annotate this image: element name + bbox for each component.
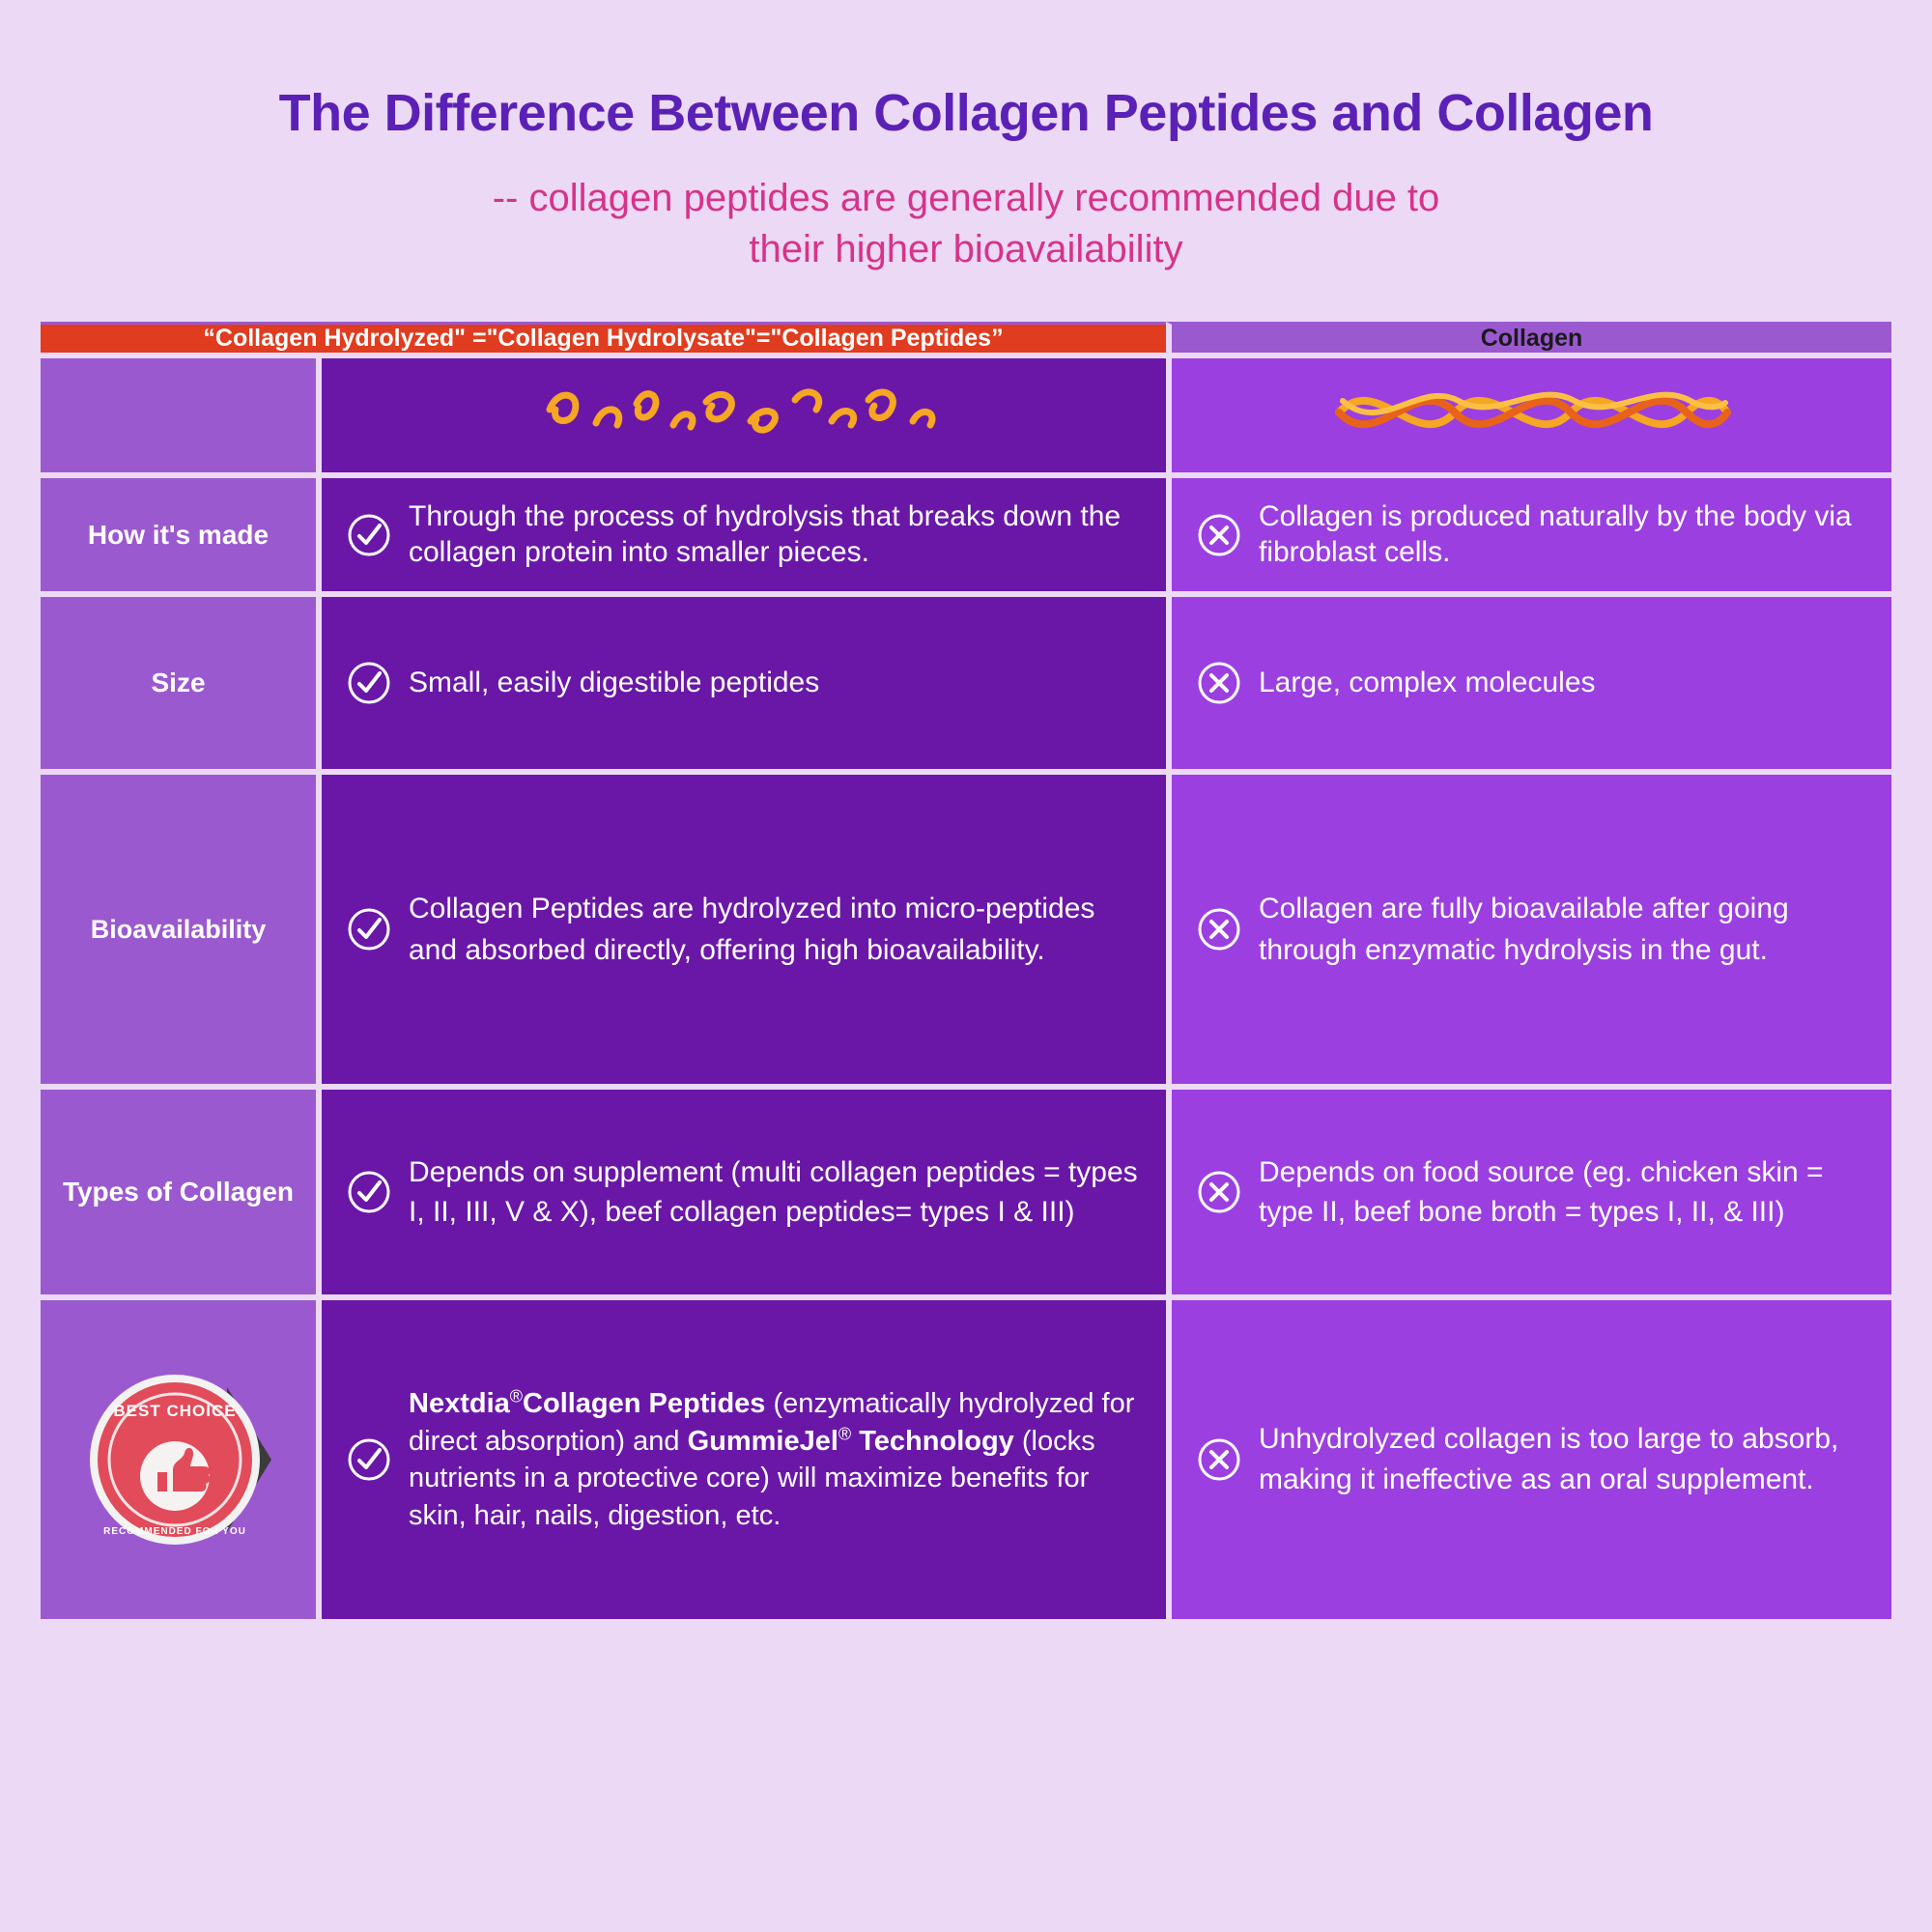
peptides-recommendation-rest-2: (locks nutrients in a protective core) will maximize benefits for skin, hair, nails, digestion, etc. [409,1425,1095,1531]
peptides-size-text: Small, easily digestible peptides [409,666,820,698]
table-row [41,472,1891,591]
peptides-how-its-made-text: Through the process of hydrolysis that breaks down the collagen protein into smaller pieces. [409,499,1122,568]
page-title: The Difference Between Collagen Peptides and Collagen [278,84,1654,142]
x-circle-icon [1197,907,1241,952]
peptides-types [316,1084,1166,1294]
collagen-graphic-cell [1166,353,1891,472]
peptides-recommendation-text [409,1385,1141,1534]
check-circle-icon [347,1437,391,1482]
best-choice-badge-cell [41,1294,316,1625]
collagen-types-text: Depends on food source (eg. chicken skin = type II, beef bone broth = types I, II, & III) [1259,1155,1824,1229]
check-circle-icon [347,661,391,705]
peptides-bioavailability [316,769,1166,1084]
row-label-size: Size [41,591,316,769]
best-choice-badge-icon [41,1300,316,1619]
product-technology: Technology [851,1425,1014,1457]
squiggly-peptide-fragments-icon [536,443,952,460]
peptides-graphic-cell [316,353,1166,472]
peptides-size [316,591,1166,769]
collagen-recommendation-text: Unhydrolyzed collagen is too large to absorb, making it ineffective as an oral supplement. [1259,1423,1839,1496]
product-collagen-peptides: Collagen Peptides [523,1388,766,1420]
collagen-bioavailability [1166,769,1891,1084]
registered-mark: ® [838,1423,852,1443]
svg-text:RECOMMENDED FOR YOU: RECOMMENDED FOR YOU [102,1526,246,1538]
x-circle-icon [1197,661,1241,705]
brand-gummiejel: GummieJel [687,1425,838,1457]
peptides-types-text: Depends on supplement (multi collagen peptides = types I, II, III, V & X), beef collagen peptides= types I & III) [409,1155,1138,1229]
svg-text:BEST CHOICE: BEST CHOICE [112,1402,237,1421]
collagen-size [1166,591,1891,769]
graphic-row-label-spacer [41,353,316,472]
x-circle-icon [1197,1437,1241,1482]
x-circle-icon [1197,513,1241,557]
triple-helix-icon [1329,444,1735,461]
collagen-bioavailability-text: Collagen are fully bioavailable after going through enzymatic hydrolysis in the gut. [1259,892,1789,967]
collagen-how-its-made-text: Collagen is produced naturally by the body via fibroblast cells. [1259,499,1852,568]
comparison-table [41,322,1891,1625]
peptides-recommendation [316,1294,1166,1625]
table-graphic-row [41,353,1891,472]
x-circle-icon [1197,1170,1241,1214]
collagen-size-text: Large, complex molecules [1259,666,1596,698]
collagen-how-its-made [1166,472,1891,591]
table-row [41,591,1891,769]
peptides-how-its-made [316,472,1166,591]
check-circle-icon [347,907,391,952]
column-header-peptides: “Collagen Hydrolyzed" ="Collagen Hydrolysate"="Collagen Peptides” [41,322,1166,353]
check-circle-icon [347,1170,391,1214]
row-label-types-of-collagen: Types of Collagen [41,1084,316,1294]
table-row [41,1294,1891,1625]
collagen-types [1166,1084,1891,1294]
peptides-recommendation-rest-1: (enzymatically hydrolyzed for direct absorption) and [409,1388,1135,1457]
check-circle-icon [347,513,391,557]
column-header-collagen: Collagen [1166,322,1891,353]
table-row [41,1084,1891,1294]
row-label-bioavailability: Bioavailability [41,769,316,1084]
subtitle-line-1: -- collagen peptides are generally recommended due to [492,177,1440,220]
table-header-row [41,322,1891,353]
table-row [41,769,1891,1084]
page-subtitle [0,173,1932,275]
subtitle-line-2: their higher bioavailability [749,228,1183,271]
collagen-recommendation [1166,1294,1891,1625]
header [0,0,1932,275]
row-label-how-its-made: How it's made [41,472,316,591]
peptides-bioavailability-text: Collagen Peptides are hydrolyzed into micro-peptides and absorbed directly, offering high bioavailability. [409,892,1095,967]
registered-mark: ® [509,1386,524,1406]
brand-nextdia: Nextdia [409,1388,510,1420]
